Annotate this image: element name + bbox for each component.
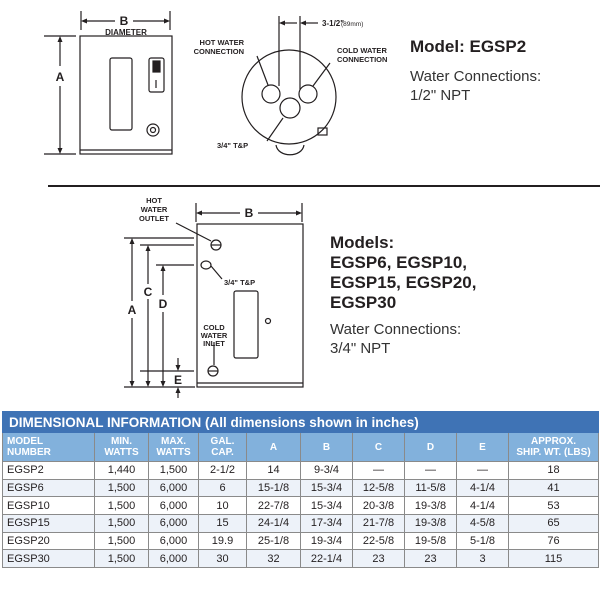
- table-cell: 6,000: [149, 479, 199, 497]
- model-egsp2-title: Model: EGSP2: [410, 37, 527, 56]
- table-cell: 12-5/8: [353, 479, 405, 497]
- col-header-e: E: [457, 433, 509, 462]
- table-cell: 19-3/8: [405, 497, 457, 515]
- dim-c-label: C: [143, 285, 153, 299]
- table-cell: 6,000: [149, 532, 199, 550]
- cold-inlet-label-3: INLET: [203, 339, 225, 348]
- table-row: [3, 515, 599, 533]
- table-cell: 4-1/4: [457, 497, 509, 515]
- dim-e-label: E: [173, 373, 183, 387]
- col-header-min-watts-l2: WATTS: [104, 447, 139, 458]
- table-cell: 1,500: [95, 532, 149, 550]
- dim-offset-label: 3-1/2": [322, 19, 345, 28]
- table-body: [3, 462, 599, 568]
- hot-outlet-label-1: HOT: [146, 196, 162, 205]
- table-cell: 15: [199, 515, 247, 533]
- table-cell: 19-3/8: [405, 515, 457, 533]
- table-cell: 53: [509, 497, 599, 515]
- hot-outlet-label-2: WATER: [140, 205, 168, 214]
- table-cell: 14: [247, 462, 301, 480]
- table-cell: —: [405, 462, 457, 480]
- hot-outlet-label-3: OUTLET: [139, 214, 169, 223]
- table-cell: 19-3/4: [301, 532, 353, 550]
- table-cell: 11-5/8: [405, 479, 457, 497]
- col-header-max-watts-l2: WATTS: [156, 447, 191, 458]
- table-cell: 30: [199, 550, 247, 568]
- col-header-max-watts: [149, 433, 199, 462]
- table-cell: 4-1/4: [457, 479, 509, 497]
- table-cell: 10: [199, 497, 247, 515]
- table-cell: 41: [509, 479, 599, 497]
- table-cell: 115: [509, 550, 599, 568]
- table-cell: 1,500: [95, 479, 149, 497]
- table-cell: 1,500: [95, 497, 149, 515]
- table-caption: DIMENSIONAL INFORMATION (All dimensions shown in inches): [3, 412, 599, 433]
- table-cell: 76: [509, 532, 599, 550]
- col-header-c: C: [353, 433, 405, 462]
- models-multi-line3: EGSP15, EGSP20,: [330, 273, 477, 292]
- table-cell: 2-1/2: [199, 462, 247, 480]
- table-cell: 15-1/8: [247, 479, 301, 497]
- models-multi-line2: EGSP6, EGSP10,: [330, 253, 468, 272]
- table-cell: 23: [353, 550, 405, 568]
- col-header-model-l1: MODEL: [7, 436, 44, 447]
- egsp2-connections-line2: 1/2" NPT: [410, 87, 471, 104]
- models-multi-line4: EGSP30: [330, 293, 397, 312]
- dim-a-label: A: [55, 70, 65, 84]
- table-cell: 65: [509, 515, 599, 533]
- tp-label: 3/4" T&P: [217, 141, 249, 150]
- egsp2-connections-line1: Water Connections:: [410, 68, 542, 85]
- table-cell: 1,500: [95, 550, 149, 568]
- table-cell: 18: [509, 462, 599, 480]
- col-header-ship-wt-l2: SHIP. WT. (LBS): [516, 447, 591, 458]
- hot-connection-label-1: HOT WATER: [199, 38, 244, 47]
- cold-inlet-label-2: WATER: [200, 331, 228, 340]
- table-row: [3, 479, 599, 497]
- table-cell: 25-1/8: [247, 532, 301, 550]
- col-header-a: A: [247, 433, 301, 462]
- table-cell: 1,440: [95, 462, 149, 480]
- col-header-ship-wt-l1: APPROX.: [531, 436, 577, 447]
- table-cell: 1,500: [95, 515, 149, 533]
- table-cell: 21-7/8: [353, 515, 405, 533]
- table-cell: 22-7/8: [247, 497, 301, 515]
- egsp6-30-diagram: [0, 186, 330, 406]
- table-cell: EGSP20: [3, 532, 95, 550]
- table-cell: 6,000: [149, 550, 199, 568]
- col-header-gal-cap: [199, 433, 247, 462]
- table-row: [3, 550, 599, 568]
- table-cell: 4-5/8: [457, 515, 509, 533]
- table-cell: 15-3/4: [301, 497, 353, 515]
- table-cell: 17-3/4: [301, 515, 353, 533]
- table-cell: 23: [405, 550, 457, 568]
- table-cell: —: [353, 462, 405, 480]
- models-multi-line1: Models:: [330, 233, 395, 252]
- dim-b-label: B: [119, 14, 129, 28]
- table-row: [3, 497, 599, 515]
- col-header-ship-wt: [509, 433, 599, 462]
- col-header-gal-cap-l1: GAL.: [210, 436, 235, 447]
- table-cell: —: [457, 462, 509, 480]
- table-row: [3, 462, 599, 480]
- table-cell: EGSP6: [3, 479, 95, 497]
- cold-inlet-label-1: COLD: [203, 323, 225, 332]
- table-cell: 6: [199, 479, 247, 497]
- col-header-min-watts: [95, 433, 149, 462]
- diameter-label: DIAMETER: [105, 28, 147, 37]
- table-row: [3, 532, 599, 550]
- hot-connection-label-2: CONNECTION: [193, 47, 244, 56]
- table-cell: 9-3/4: [301, 462, 353, 480]
- table-cell: 15-3/4: [301, 479, 353, 497]
- egsp2-diagram: [0, 0, 600, 185]
- col-header-max-watts-l1: MAX.: [161, 436, 186, 447]
- col-header-model: [3, 433, 95, 462]
- table-cell: EGSP15: [3, 515, 95, 533]
- col-header-gal-cap-l2: CAP.: [211, 447, 234, 458]
- cold-connection-label-1: COLD WATER: [337, 46, 387, 55]
- table-cell: EGSP10: [3, 497, 95, 515]
- cold-connection-label-2: CONNECTION: [337, 55, 388, 64]
- table-cell: 32: [247, 550, 301, 568]
- table-cell: 5-1/8: [457, 532, 509, 550]
- table-cell: EGSP2: [3, 462, 95, 480]
- table-cell: 20-3/8: [353, 497, 405, 515]
- dim-d-label: D: [158, 297, 168, 311]
- table-cell: 3: [457, 550, 509, 568]
- table-cell: 6,000: [149, 497, 199, 515]
- table-cell: 6,000: [149, 515, 199, 533]
- col-header-b: B: [301, 433, 353, 462]
- col-header-d: D: [405, 433, 457, 462]
- table-cell: 19-5/8: [405, 532, 457, 550]
- table-cell: 1,500: [149, 462, 199, 480]
- table-cell: 24-1/4: [247, 515, 301, 533]
- col-header-model-l2: NUMBER: [7, 447, 51, 458]
- table-cell: 22-5/8: [353, 532, 405, 550]
- dim-b-label-bottom: B: [244, 206, 254, 220]
- table-cell: 22-1/4: [301, 550, 353, 568]
- dim-offset-mm-label: (89mm): [341, 21, 364, 28]
- dim-a-label-bottom: A: [127, 303, 137, 317]
- table-cell: 19.9: [199, 532, 247, 550]
- models-multi-connections-line2: 3/4" NPT: [330, 340, 391, 357]
- tp-label-bottom: 3/4" T&P: [224, 278, 256, 287]
- col-header-min-watts-l1: MIN.: [110, 436, 133, 447]
- table-cell: EGSP30: [3, 550, 95, 568]
- models-multi-connections-line1: Water Connections:: [330, 321, 462, 338]
- table-header-row: [3, 433, 599, 462]
- dimensional-info-table: [2, 411, 599, 568]
